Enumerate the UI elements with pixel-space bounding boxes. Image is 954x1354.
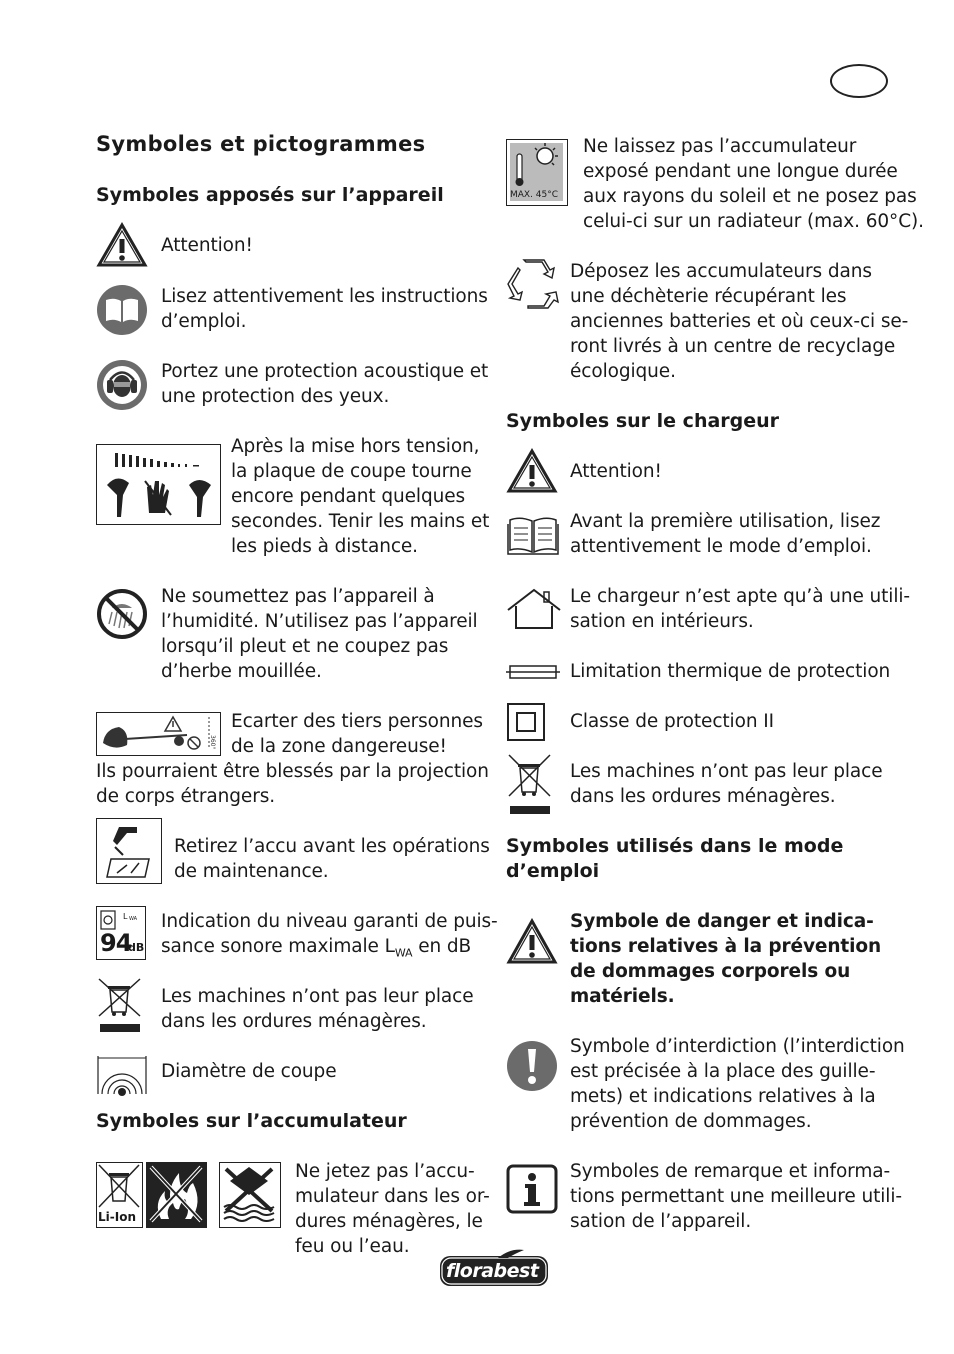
manual-symbols-heading-line2: d’emploi <box>506 860 600 882</box>
recycle-line1: Déposez les accumulateurs dans <box>570 261 872 282</box>
no-rain-icon <box>96 588 148 640</box>
rain-line2: l’humidité. N’utilisez pas l’appareil <box>161 611 478 632</box>
prohibition-exclamation-icon <box>506 1040 558 1092</box>
attention-text: Attention! <box>161 235 253 256</box>
class-ii-text: Classe de protection II <box>570 711 774 732</box>
right-bin-line1: Les machines n’ont pas leur place <box>570 761 883 782</box>
no-fire-icon <box>146 1162 207 1228</box>
recycle-line3: anciennes batteries et où ceux-ci se- <box>570 311 909 332</box>
third-line4: de corps étrangers. <box>96 786 276 807</box>
read-manual-line2: d’emploi. <box>161 311 247 332</box>
svg-text:360°: 360° <box>209 735 216 750</box>
forbid-line1: Symbole d’interdiction (l’interdiction <box>570 1036 905 1057</box>
remove-battery-icon <box>96 818 162 884</box>
third-line3: Ils pourraient être blessés par la projection <box>96 761 489 782</box>
info-line2: tions permettant une meilleure utili- <box>570 1186 902 1207</box>
danger-line1: Symbole de danger et indica- <box>570 911 874 932</box>
sun-line4: celui-ci sur un radiateur (max. 60°C). <box>583 211 924 232</box>
right-bin-line2: dans les ordures ménagères. <box>570 786 836 807</box>
rain-line3: lorsqu’il pleut et ne coupez pas <box>161 636 449 657</box>
accu-line4: feu ou l’eau. <box>295 1236 410 1257</box>
florabest-logo <box>438 1248 550 1288</box>
book-icon <box>506 514 560 556</box>
sound-label: L <box>123 912 128 921</box>
charger-heading: Symboles sur le chargeur <box>506 410 780 432</box>
third-line1: Ecarter des tiers personnes <box>231 711 483 732</box>
sun-line2: exposé pendant une longue durée <box>583 161 898 182</box>
recycle-icon <box>506 256 562 312</box>
read-manual-line1: Lisez attentivement les instructions <box>161 286 488 307</box>
warning-triangle-icon <box>96 222 148 268</box>
recycle-line4: ront livrés à un centre de recyclage <box>570 336 896 357</box>
sound-line2-end: en dB <box>412 936 472 957</box>
thermal-text: Limitation thermique de protection <box>570 661 891 682</box>
danger-triangle-icon <box>506 918 558 966</box>
accu-line3: dures ménagères, le <box>295 1211 483 1232</box>
blade-line2: la plaque de coupe tourne <box>231 461 472 482</box>
indoor-line2: sation en intérieurs. <box>570 611 754 632</box>
language-badge <box>830 64 888 98</box>
diameter-text: Diamètre de coupe <box>161 1061 337 1082</box>
read-manual-icon <box>96 284 148 336</box>
charger-attention-text: Attention! <box>570 461 662 482</box>
accu-line2: mulateur dans les or- <box>295 1186 490 1207</box>
indoor-house-icon <box>506 588 562 632</box>
blade-line5: les pieds à distance. <box>231 536 418 557</box>
accumulator-heading: Symboles sur l’accumulateur <box>96 1110 407 1132</box>
battery-line1: Retirez l’accu avant les opérations <box>174 836 490 857</box>
sound-value: 94 <box>100 929 132 957</box>
rain-line4: d’herbe mouillée. <box>161 661 322 682</box>
first-use-line1: Avant la première utilisation, lisez <box>570 511 881 532</box>
device-symbols-heading: Symboles apposés sur l’appareil <box>96 184 444 206</box>
sun-line1: Ne laissez pas l’accumulateur <box>583 136 857 157</box>
crossed-bin-icon <box>96 976 144 1034</box>
ear-eye-protection-icon <box>96 359 148 411</box>
left-bin-line2: dans les ordures ménagères. <box>161 1011 427 1032</box>
sun-heat-icon <box>506 139 568 206</box>
blade-line3: encore pendant quelques <box>231 486 466 507</box>
rain-line1: Ne soumettez pas l’appareil à <box>161 586 435 607</box>
first-use-line2: attentivement le mode d’emploi. <box>570 536 872 557</box>
blade-line4: secondes. Tenir les mains et <box>231 511 490 532</box>
info-line3: sation de l’appareil. <box>570 1211 752 1232</box>
protection-line1: Portez une protection acoustique et <box>161 361 489 382</box>
sun-max-label: MAX. 45°C <box>510 190 559 200</box>
logo-text: florabest <box>446 1260 539 1282</box>
sound-line2-text: sance sonore maximale L <box>161 936 395 957</box>
danger-line3: de dommages corporels ou <box>570 961 851 982</box>
sound-line2 <box>161 934 471 966</box>
charger-warning-triangle-icon <box>506 448 558 494</box>
recycle-line5: écologique. <box>570 361 676 382</box>
indoor-line1: Le chargeur n’est apte qu’à une utili- <box>570 586 911 607</box>
sound-unit: dB <box>128 941 145 954</box>
accu-line1: Ne jetez pas l’accu- <box>295 1161 475 1182</box>
liion-label: Li-Ion <box>98 1210 136 1224</box>
sound-label-sub: WA <box>129 916 138 922</box>
info-icon <box>506 1164 558 1214</box>
sound-line1: Indication du niveau garanti de puis- <box>161 911 498 932</box>
blade-line1: Après la mise hors tension, <box>231 436 480 457</box>
battery-line2: de maintenance. <box>174 861 329 882</box>
no-water-icon <box>219 1162 281 1228</box>
sound-power-icon <box>96 906 146 960</box>
keep-bystanders-away-icon <box>96 712 221 756</box>
forbid-line4: prévention de dommages. <box>570 1111 812 1132</box>
liion-bin-icon <box>96 1162 143 1228</box>
sun-line3: aux rayons du soleil et ne posez pas <box>583 186 917 207</box>
sound-subscript: WA <box>394 946 413 960</box>
forbid-line3: mets) et indications relatives à la <box>570 1086 876 1107</box>
protection-class-ii-icon <box>506 702 546 742</box>
protection-line2: une protection des yeux. <box>161 386 390 407</box>
thermal-fuse-icon <box>506 663 560 681</box>
charger-crossed-bin-icon <box>506 752 554 816</box>
left-bin-line1: Les machines n’ont pas leur place <box>161 986 474 1007</box>
danger-line2: tions relatives à la prévention <box>570 936 882 957</box>
danger-line4: matériels. <box>570 986 675 1007</box>
manual-symbols-heading-line1: Symboles utilisés dans le mode <box>506 835 844 857</box>
page-title: Symboles et pictogrammes <box>96 132 426 156</box>
forbid-line2: est précisée à la place des guille- <box>570 1061 876 1082</box>
cutting-diameter-icon <box>96 1054 148 1096</box>
third-line2: de la zone dangereuse! <box>231 736 447 757</box>
recycle-line2: une déchèterie récupérant les <box>570 286 847 307</box>
info-line1: Symboles de remarque et informa- <box>570 1161 891 1182</box>
blade-rundown-icon <box>96 444 221 525</box>
